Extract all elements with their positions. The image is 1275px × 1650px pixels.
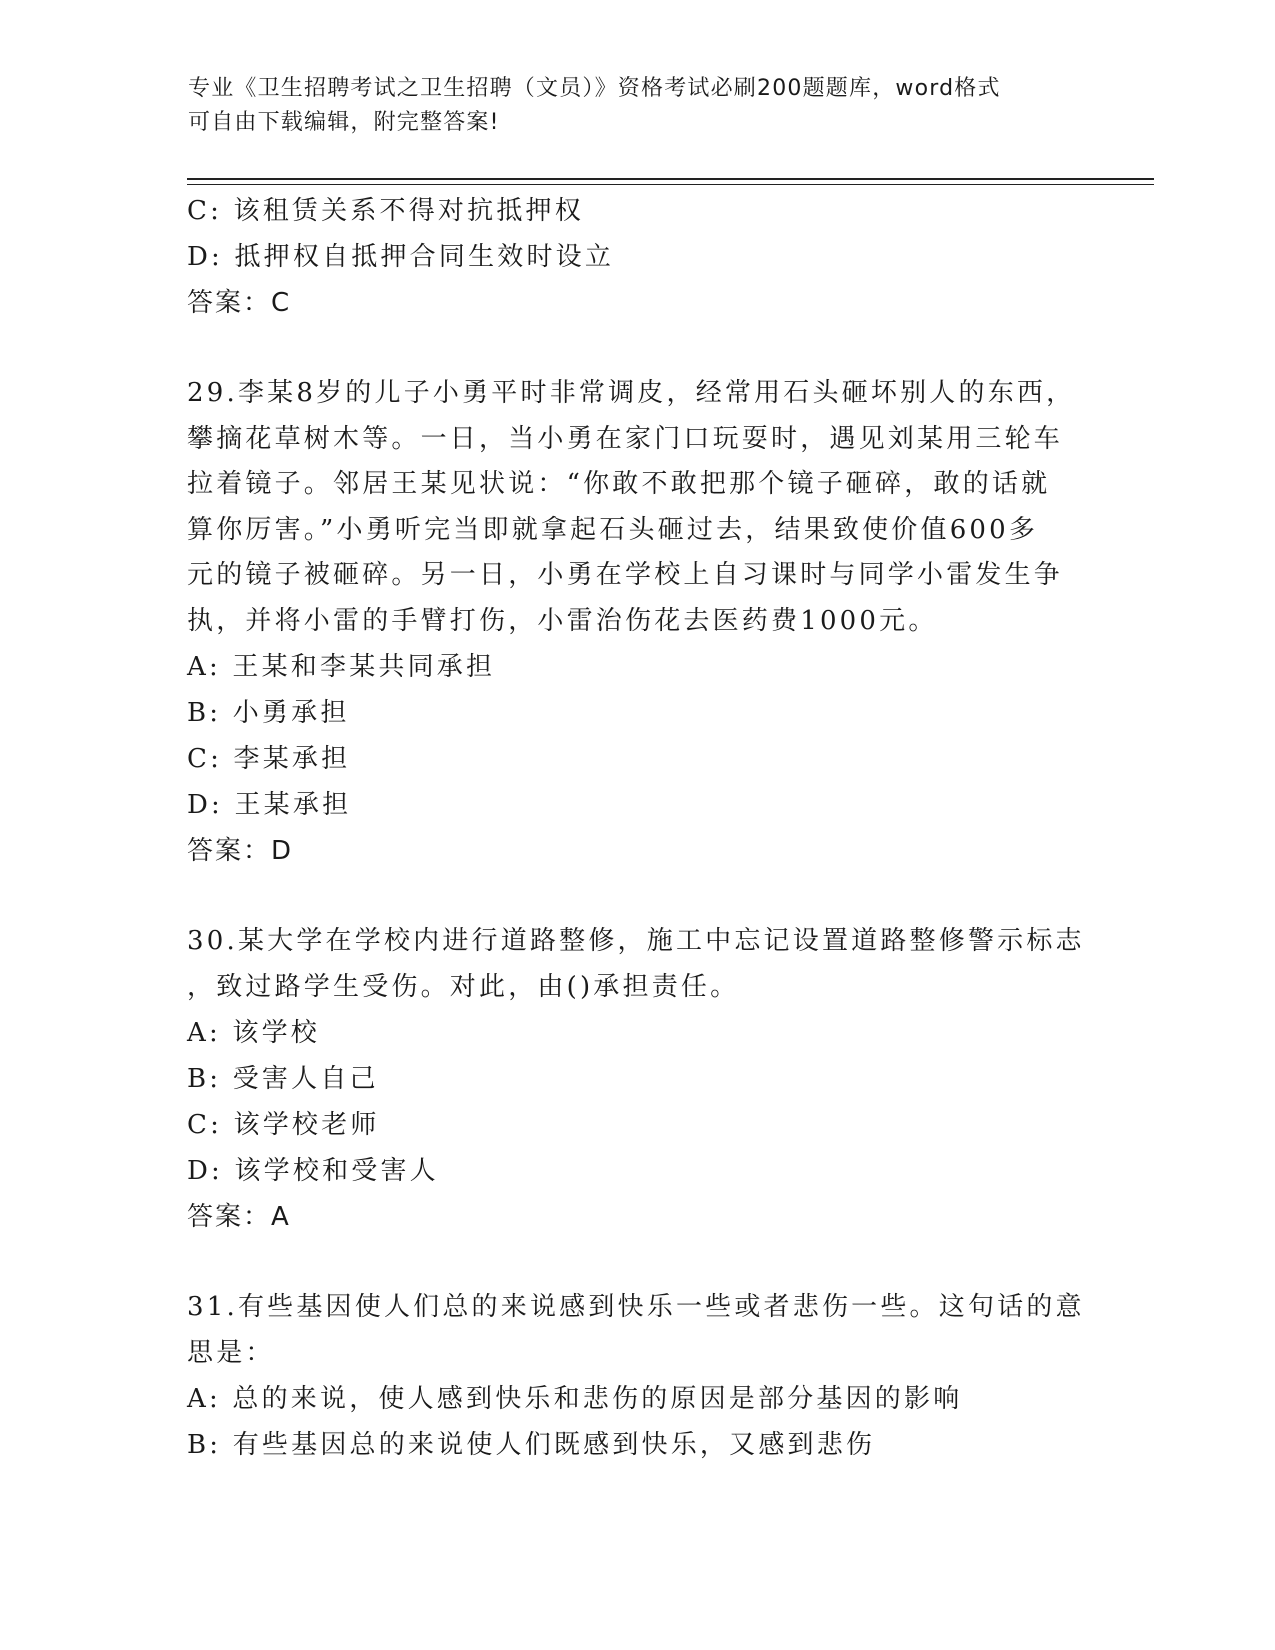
page-header (188, 72, 1068, 140)
question-text-line: 攀摘花草树木等。一日，当小勇在家门口玩耍时，遇见刘某用三轮车 (187, 423, 1064, 454)
question-text-line: 执，并将小雷的手臂打伤，小雷治伤花去医药费1000元。 (187, 605, 938, 636)
prev-question (187, 188, 1087, 326)
option-d: D: 王某承担 (187, 790, 352, 820)
answer-line: 答案：D (187, 836, 294, 866)
header-rule-thick (187, 178, 1154, 180)
option-a: A: 总的来说，使人感到快乐和悲伤的原因是部分基因的影响 (187, 1384, 963, 1414)
question-text-line: 算你厉害。”小勇听完当即就拿起石头砸过去，结果致使价值600多 (187, 514, 1039, 545)
option-d: D: 该学校和受害人 (187, 1156, 439, 1186)
spacer (187, 326, 1087, 371)
question-text (187, 919, 1087, 1010)
question-text-line: 31.有些基因使人们总的来说感到快乐一些或者悲伤一些。这句话的意 (187, 1292, 1085, 1322)
question-text-line: ，致过路学生受伤。对此，由()承担责任。 (187, 971, 740, 1002)
option-a: A: 王某和李某共同承担 (187, 652, 496, 682)
header-line-1: 专业《卫生招聘考试之卫生招聘（文员）》资格考试必刷200题题库，word格式 (188, 76, 1001, 101)
question-text-line: 思是： (187, 1337, 275, 1368)
option-b: B: 小勇承担 (187, 698, 350, 728)
option-c: C: 该学校老师 (187, 1110, 380, 1140)
spacer (187, 1240, 1087, 1285)
question-text-line: 29.李某8岁的儿子小勇平时非常调皮，经常用石头砸坏别人的东西， (187, 378, 1076, 408)
option-c: C: 李某承担 (187, 744, 351, 774)
question-text-line: 30.某大学在学校内进行道路整修，施工中忘记设置道路整修警示标志 (187, 926, 1085, 956)
spacer (187, 874, 1087, 919)
option-d: D: 抵押权自抵押合同生效时设立 (187, 242, 615, 272)
header-line-2: 可自由下载编辑，附完整答案! (188, 110, 500, 135)
option-b: B: 有些基因总的来说使人们既感到快乐，又感到悲伤 (187, 1430, 876, 1460)
question-31 (187, 1285, 1087, 1468)
question-text-line: 元的镜子被砸碎。另一日，小勇在学校上自习课时与同学小雷发生争 (187, 560, 1064, 590)
question-29 (187, 371, 1087, 874)
question-text-line: 拉着镜子。邻居王某见状说：“你敢不敢把那个镜子砸碎，敢的话就 (187, 469, 1051, 499)
question-30 (187, 919, 1087, 1240)
question-text (187, 371, 1087, 644)
question-content (187, 188, 1087, 1468)
answer-line: 答案：A (187, 1202, 291, 1232)
header-rule-thin (187, 184, 1154, 185)
question-text (187, 1285, 1087, 1376)
answer-line: 答案：C (187, 288, 292, 318)
option-b: B: 受害人自己 (187, 1064, 379, 1094)
option-a: A: 该学校 (187, 1018, 321, 1048)
option-c: C: 该租赁关系不得对抗抵押权 (187, 196, 584, 226)
